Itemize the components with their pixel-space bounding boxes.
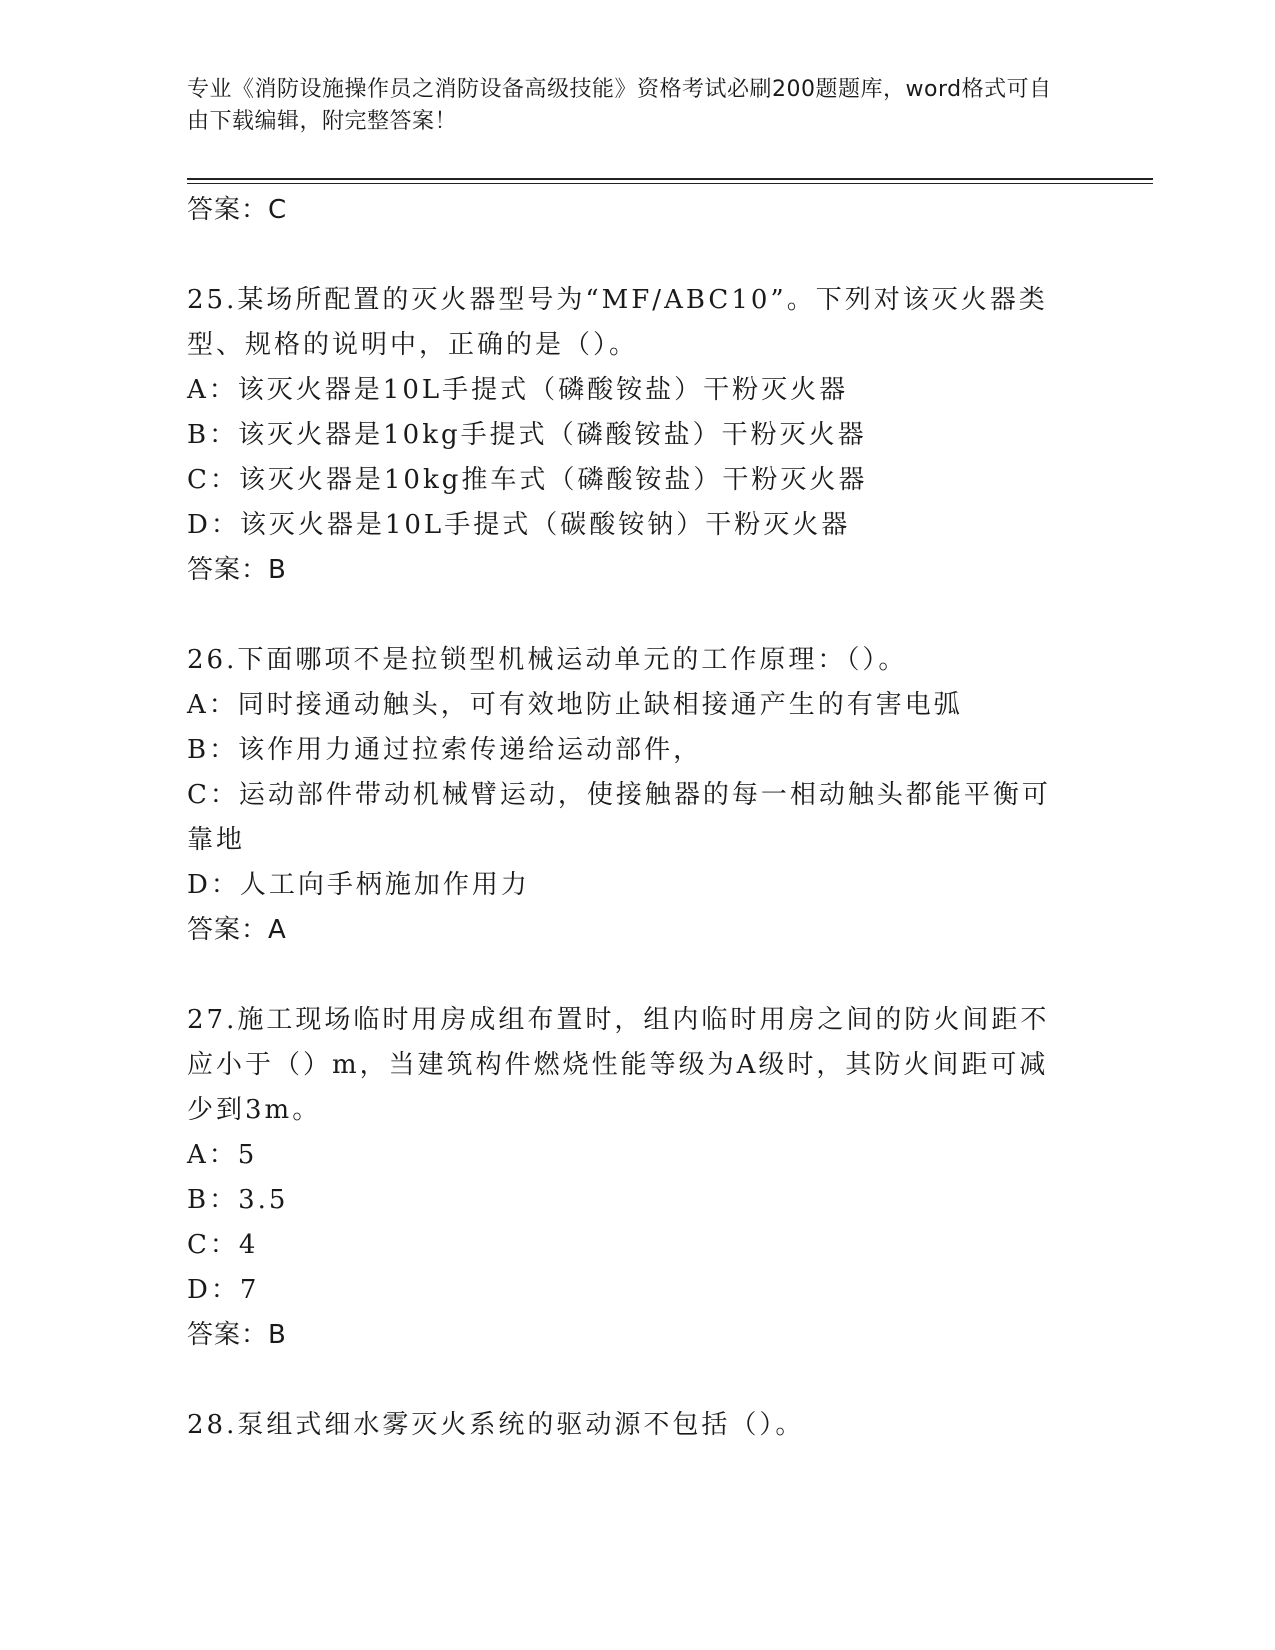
question-stem: 25.某场所配置的灭火器型号为“MF/ABC10”。下列对该灭火器类型、规格的说明中，正确的是（）。 [187, 285, 1048, 360]
option-b: B：该作用力通过拉索传递给运动部件， [187, 735, 703, 765]
question-block-26 [187, 638, 1067, 952]
option-d: D：人工向手柄施加作用力 [187, 870, 530, 900]
option-b: B：3.5 [187, 1185, 289, 1215]
header-rule-thick [187, 178, 1153, 180]
option-c: C：4 [187, 1230, 259, 1260]
spacer [187, 592, 1067, 638]
question-block-27 [187, 998, 1067, 1357]
question-block-25 [187, 278, 1067, 592]
answer-line: 答案：B [187, 1320, 287, 1350]
question-block-28 [187, 1403, 1067, 1448]
option-a: A：该灭火器是10L手提式（磷酸铵盐）干粉灭火器 [187, 375, 849, 405]
option-d: D：7 [187, 1275, 260, 1305]
answer-line: 答案：B [187, 555, 287, 585]
option-c: C：运动部件带动机械臂运动，使接触器的每一相动触头都能平衡可靠地 [187, 780, 1051, 855]
spacer [187, 1357, 1067, 1403]
spacer [187, 952, 1067, 998]
option-c: C：该灭火器是10kg推车式（磷酸铵盐）干粉灭火器 [187, 465, 868, 495]
question-stem: 27.施工现场临时用房成组布置时，组内临时用房之间的防火间距不应小于（）m，当建筑构件燃烧性能等级为A级时，其防火间距可减少到3m。 [187, 1005, 1050, 1125]
document-header: 专业《消防设施操作员之消防设备高级技能》资格考试必刷200题题库，word格式可自由下载编辑，附完整答案！ [187, 77, 1052, 134]
question-list [187, 188, 1067, 1448]
option-a: A：同时接通动触头，可有效地防止缺相接通产生的有害电弧 [187, 690, 963, 720]
option-d: D：该灭火器是10L手提式（碳酸铵钠）干粉灭火器 [187, 510, 851, 540]
question-stem: 28.泵组式细水雾灭火系统的驱动源不包括（）。 [187, 1410, 805, 1440]
question-stem: 26.下面哪项不是拉锁型机械运动单元的工作原理：（）。 [187, 645, 908, 675]
answer-line: 答案：A [187, 915, 287, 945]
answer-line: 答案：C [187, 195, 288, 225]
header-rule-thin [187, 183, 1153, 184]
option-b: B：该灭火器是10kg手提式（磷酸铵盐）干粉灭火器 [187, 420, 867, 450]
spacer [187, 232, 1067, 278]
option-a: A：5 [187, 1140, 258, 1170]
